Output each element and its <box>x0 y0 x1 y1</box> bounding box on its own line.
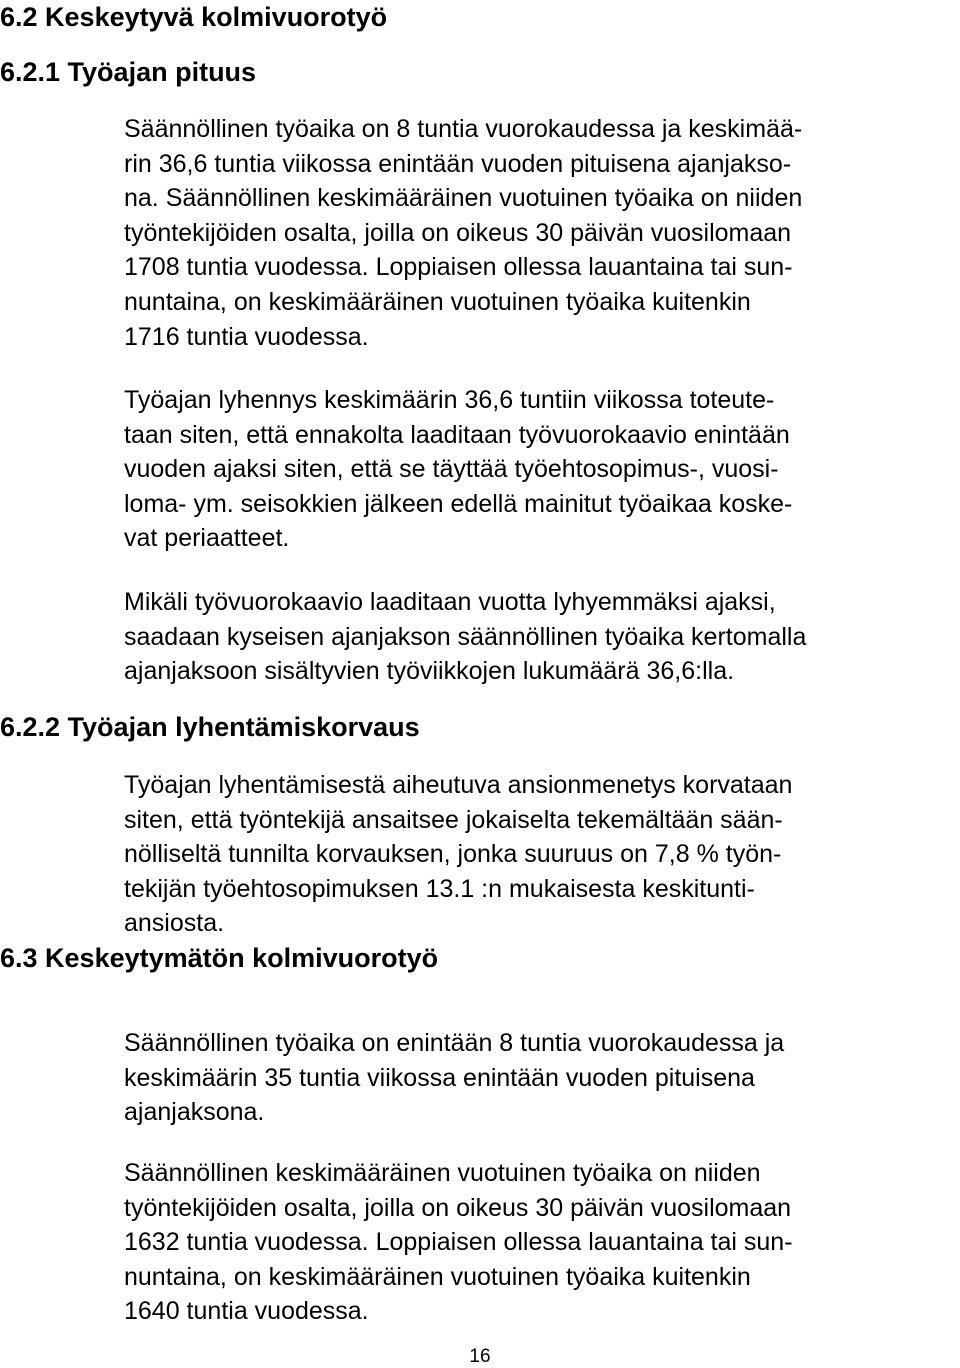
heading-6-2: 6.2 Keskeytyvä kolmivuorotyö <box>0 2 388 32</box>
text-line: rin 36,6 tuntia viikossa enintään vuoden pituisena ajanjakso- <box>124 149 792 178</box>
paragraph-tyoajan-pituus-1 <box>124 112 802 354</box>
text-line: 1640 tuntia vuodessa. <box>124 1297 369 1326</box>
text-line: 1708 tuntia vuodessa. Loppiaisen ollessa lauantaina tai sun- <box>124 253 793 282</box>
text-line: saadaan kyseisen ajanjakson säännöllinen työaika kertomalla <box>124 622 807 651</box>
text-line: vuoden ajaksi siten, että se täyttää työehtosopimus-, vuosi- <box>124 455 779 484</box>
heading-6-2-2: 6.2.2 Työajan lyhentämiskorvaus <box>0 712 420 742</box>
text-line: vat periaatteet. <box>124 524 290 553</box>
text-line: nuntaina, on keskimääräinen vuotuinen työaika kuitenkin <box>124 287 751 316</box>
text-line: työntekijöiden osalta, joilla on oikeus 30 päivän vuosilomaan <box>124 1193 792 1222</box>
text-line: Työajan lyhennys keskimäärin 36,6 tuntiin viikossa toteute- <box>124 386 775 414</box>
text-line: Säännöllinen työaika on enintään 8 tuntia vuorokaudessa ja <box>124 1029 785 1057</box>
text-line: taan siten, että ennakolta laaditaan työvuorokaavio enintään <box>124 420 790 449</box>
heading-6-3: 6.3 Keskeytymätön kolmivuorotyö <box>0 943 439 973</box>
text-line: ansiosta. <box>124 909 225 938</box>
text-line: na. Säännöllinen keskimääräinen vuotuinen työaika on niiden <box>124 184 803 213</box>
text-line: Säännöllinen työaika on 8 tuntia vuorokaudessa ja keskimää- <box>124 115 803 143</box>
text-line: tekijän työehtosopimuksen 13.1 :n mukaisesta keskitunti- <box>124 874 755 903</box>
text-line: siten, että työntekijä ansaitsee jokaiselta tekemältään sään- <box>124 805 783 834</box>
text-line: Työajan lyhentämisestä aiheutuva ansionmenetys korvataan <box>124 771 793 799</box>
text-line: Mikäli työvuorokaavio laaditaan vuotta lyhyemmäksi ajaksi, <box>124 588 776 616</box>
text-line: loma- ym. seisokkien jälkeen edellä mainitut työaikaa koske- <box>124 489 793 518</box>
text-line: Säännöllinen keskimääräinen vuotuinen työaika on niiden <box>124 1159 761 1187</box>
text-line: nölliseltä tunnilta korvauksen, jonka suuruus on 7,8 % työn- <box>124 840 782 869</box>
paragraph-tyoajan-pituus-3 <box>124 585 806 689</box>
paragraph-lyhentamiskorvaus <box>124 768 792 941</box>
text-line: työntekijöiden osalta, joilla on oikeus 30 päivän vuosilomaan <box>124 218 792 247</box>
text-line: 1716 tuntia vuodessa. <box>124 322 369 351</box>
paragraph-tyoajan-pituus-2 <box>124 383 792 556</box>
paragraph-keskeytymaton-1 <box>124 1026 784 1130</box>
heading-6-2-1: 6.2.1 Työajan pituus <box>0 57 257 87</box>
text-line: ajanjaksoon sisältyvien työviikkojen lukumäärä 36,6:lla. <box>124 657 735 686</box>
paragraph-keskeytymaton-2 <box>124 1156 793 1329</box>
page-number: 16 <box>469 1346 491 1367</box>
text-line: nuntaina, on keskimääräinen vuotuinen työaika kuitenkin <box>124 1262 751 1291</box>
text-line: keskimäärin 35 tuntia viikossa enintään vuoden pituisena <box>124 1063 755 1092</box>
text-line: 1632 tuntia vuodessa. Loppiaisen ollessa lauantaina tai sun- <box>124 1228 793 1257</box>
text-line: ajanjaksona. <box>124 1098 265 1127</box>
